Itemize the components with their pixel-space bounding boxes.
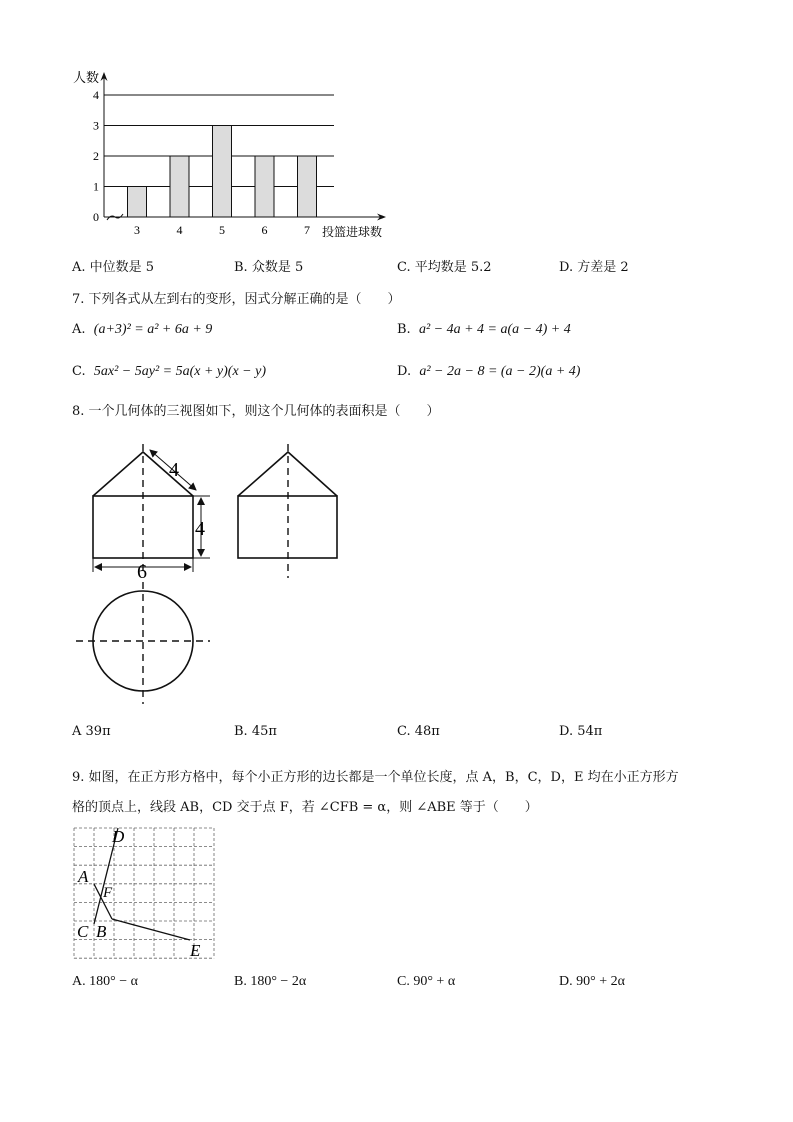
side-view xyxy=(238,444,337,578)
q7-option-a[interactable] xyxy=(72,322,212,338)
xtick-label: 4 xyxy=(176,223,183,237)
xtick-label: 6 xyxy=(261,223,268,237)
ytick-label: 0 xyxy=(93,210,99,224)
xtick-label: 5 xyxy=(219,223,225,237)
bar-chart xyxy=(60,62,400,242)
q6-option-c[interactable]: C. 平均数是 5.2 xyxy=(397,260,492,275)
three-view-diagram xyxy=(68,440,358,710)
xtick-label: 3 xyxy=(134,223,140,237)
q9-option-d[interactable]: D. 90° + 2α xyxy=(559,974,625,989)
ytick-label: 2 xyxy=(93,149,99,163)
point-label-A: A xyxy=(78,867,89,886)
ytick-label: 4 xyxy=(93,88,99,102)
point-label-C: C xyxy=(77,922,89,941)
q7-option-b-expr: a² − 4a + 4 = a(a − 4) + 4 xyxy=(418,322,571,337)
q6-option-b[interactable]: B. 众数是 5 xyxy=(234,260,304,275)
q7-option-c-expr: 5ax² − 5ay² = 5a(x + y)(x − y) xyxy=(93,364,267,379)
grid-figure xyxy=(68,822,218,964)
ytick-label: 1 xyxy=(93,179,99,194)
bar xyxy=(298,156,317,217)
point-label-B: B xyxy=(96,922,107,941)
q6-option-a[interactable]: A. 中位数是 5 xyxy=(72,260,155,275)
q7-option-c[interactable] xyxy=(72,364,266,380)
dim-height-label: 4 xyxy=(195,518,205,540)
chart-xlabel: 投篮进球数 xyxy=(322,225,383,239)
chart-ytick-labels xyxy=(93,88,99,224)
q8-option-c[interactable]: C. 48π xyxy=(397,724,440,739)
bar xyxy=(128,187,147,218)
q6-option-d[interactable]: D. 方差是 2 xyxy=(559,260,629,275)
point-label-F: F xyxy=(103,885,113,901)
dim-width-label: 6 xyxy=(137,561,147,583)
q7-option-d[interactable] xyxy=(397,364,580,380)
q7-option-a-label: A. xyxy=(72,322,86,337)
xtick-label: 7 xyxy=(304,223,310,237)
q7-option-c-label: C. xyxy=(72,364,86,379)
q8-option-d[interactable]: D. 54π xyxy=(559,724,603,739)
q7-stem: 7. 下列各式从左到右的变形，因式分解正确的是（ ） xyxy=(72,292,401,307)
q9-stem-line2: 格的顶点上，线段 AB，CD 交于点 F，若 ∠CFB = α，则 ∠ABE 等于（ ） xyxy=(72,800,538,815)
q9-option-b[interactable]: B. 180° − 2α xyxy=(234,974,307,989)
point-label-E: E xyxy=(190,941,201,960)
ytick-label: 3 xyxy=(93,118,99,133)
q7-option-b-label: B. xyxy=(397,322,411,337)
q7-option-d-expr: a² − 2a − 8 = (a − 2)(a + 4) xyxy=(419,364,581,379)
chart-ylabel: 人数 xyxy=(73,70,100,85)
dim-slant-label: 4 xyxy=(169,459,179,481)
chart-bars xyxy=(128,126,317,218)
chart-xtick-labels xyxy=(134,223,310,237)
q9-option-a[interactable]: A. 180° − α xyxy=(72,974,138,989)
bar xyxy=(213,126,232,218)
q8-option-b[interactable]: B. 45π xyxy=(234,724,277,739)
top-view xyxy=(76,582,210,704)
q7-option-d-label: D. xyxy=(397,364,412,379)
q9-option-c[interactable]: C. 90° + α xyxy=(397,974,456,989)
q7-option-b[interactable] xyxy=(397,322,571,338)
segment-BE xyxy=(112,919,190,940)
bar xyxy=(255,156,274,217)
q8-option-a[interactable]: A 39π xyxy=(72,724,111,739)
grid-lines xyxy=(74,828,214,958)
q9-stem-line1: 9. 如图，在正方形方格中，每个小正方形的边长都是一个单位长度，点 A，B，C，D，E 均在小正方形方 xyxy=(72,770,679,785)
q7-option-a-expr: (a+3)² = a² + 6a + 9 xyxy=(93,322,213,337)
point-label-D: D xyxy=(112,827,125,846)
bar xyxy=(170,156,189,217)
q8-stem: 8. 一个几何体的三视图如下，则这个几何体的表面积是（ ） xyxy=(72,404,440,419)
